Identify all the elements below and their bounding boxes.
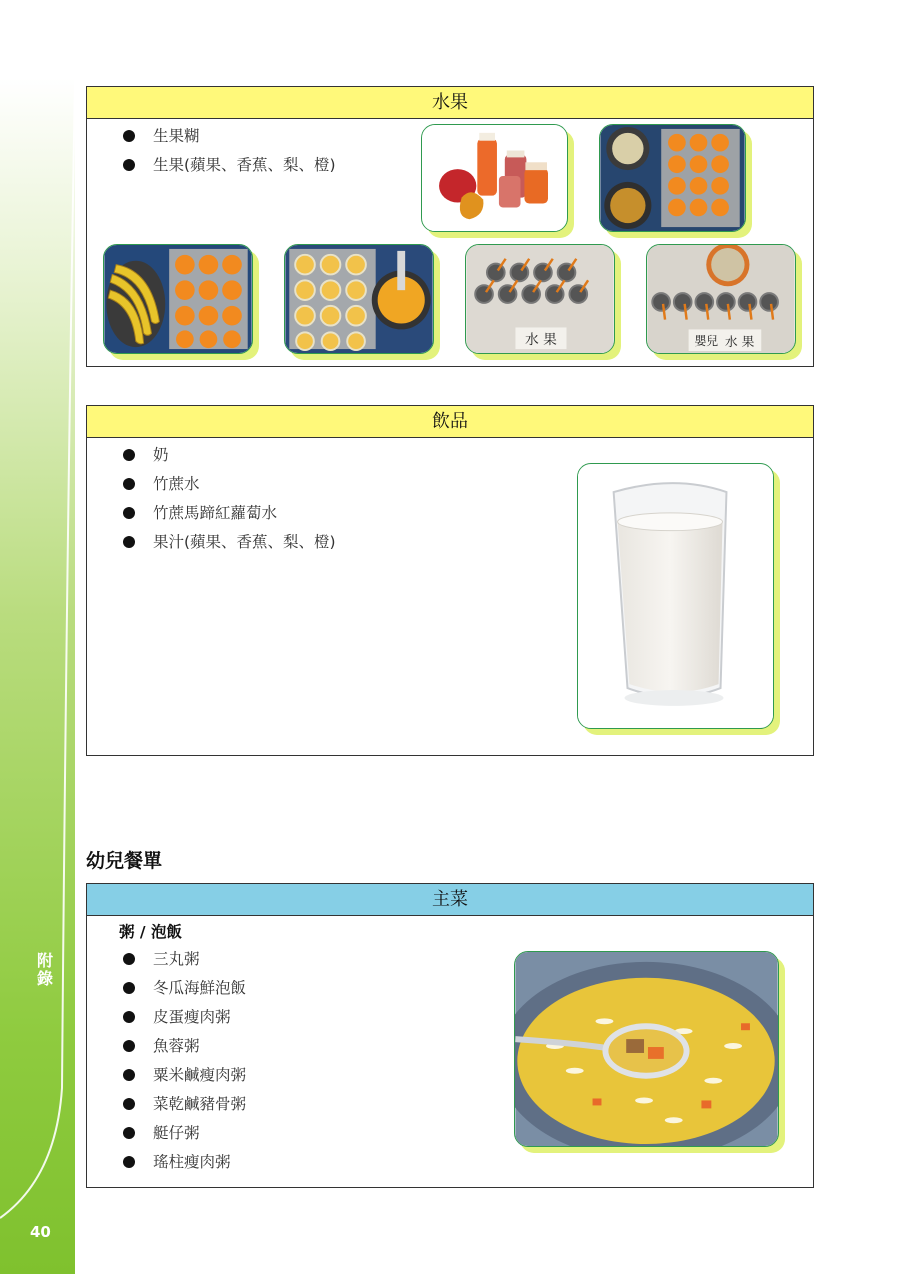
appendix-label: 附錄 [36, 951, 53, 988]
drinks-section [86, 405, 814, 756]
main-course-body [87, 916, 813, 1186]
list-item: 瑤柱瘦肉粥 [117, 1151, 246, 1180]
infant-fruit-cups-photo [646, 244, 796, 354]
cups-label: 水 果 [525, 332, 557, 349]
infant-label: 嬰兒 [694, 334, 719, 349]
list-item: 粟米鹹瘦肉粥 [117, 1064, 246, 1093]
list-item: 皮蛋瘦肉粥 [117, 1006, 246, 1035]
list-item: 生果糊 [117, 125, 336, 154]
toddler-menu-heading: 幼兒餐單 [86, 850, 163, 872]
puree-bowls-photo [284, 244, 434, 354]
side-strip [0, 78, 75, 1274]
bananas-photo [103, 244, 253, 354]
main-course-header: 主菜 [87, 884, 813, 916]
fruit-section-header: 水果 [87, 87, 813, 119]
congee-group-title: 粥 / 泡飯 [119, 923, 182, 941]
fruit-cups-photo [465, 244, 615, 354]
fruit-section [86, 86, 814, 367]
list-item: 魚蓉粥 [117, 1035, 246, 1064]
congee-list [117, 948, 246, 1180]
drinks-section-header: 飲品 [87, 406, 813, 438]
juice-jars-photo [421, 124, 568, 232]
milk-glass-photo [577, 463, 774, 729]
list-item: 竹蔗水 [117, 473, 336, 502]
list-item: 奶 [117, 444, 336, 473]
list-item: 冬瓜海鮮泡飯 [117, 977, 246, 1006]
list-item: 三丸粥 [117, 948, 246, 977]
list-item: 生果(蘋果、香蕉、梨、橙) [117, 154, 336, 183]
infant-fruit-label: 水 果 [724, 335, 755, 351]
page-number: 40 [30, 1223, 51, 1241]
fruit-puree-prep-photo [599, 124, 746, 232]
drinks-list [117, 444, 336, 560]
list-item: 艇仔粥 [117, 1122, 246, 1151]
list-item: 菜乾鹹豬骨粥 [117, 1093, 246, 1122]
fruit-list [117, 125, 336, 183]
congee-bowl-photo [514, 951, 779, 1147]
main-course-section [86, 883, 814, 1188]
list-item: 果汁(蘋果、香蕉、梨、橙) [117, 531, 336, 560]
list-item: 竹蔗馬蹄紅蘿蔔水 [117, 502, 336, 531]
